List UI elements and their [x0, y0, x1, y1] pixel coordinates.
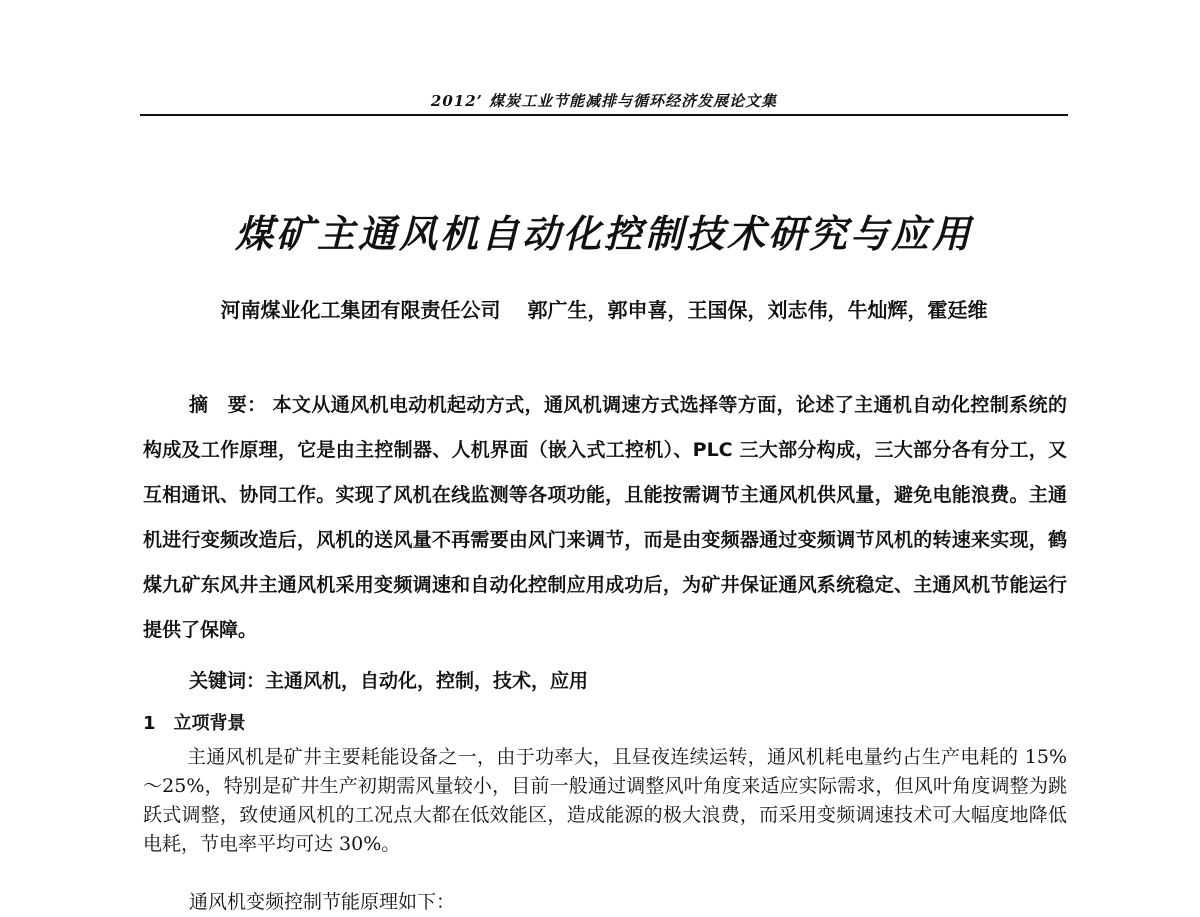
- section-heading: [143, 709, 246, 735]
- body-paragraph: 主通风机是矿井主要耗能设备之一，由于功率大，且昼夜连续运转，通风机耗电量约占生产电耗的 15%～25%，特别是矿井生产初期需风量较小，目前一般通过调整风叶角度来适应实际需求，但风叶角度调整为跳跃式调整，致使通风机的工况点大都在低效能区，造成能源的极大浪费，而采用变频调速技术可大幅度地降低电耗，节电率平均可达 30%。: [143, 746, 1067, 855]
- section-title: 立项背景: [173, 713, 246, 734]
- keywords-text: 主通风机，自动化，控制，技术，应用: [265, 670, 589, 692]
- abstract-label: 摘 要：: [189, 394, 267, 416]
- section-number: 1: [143, 713, 156, 734]
- abstract-text: 本文从通风机电动机起动方式，通风机调速方式选择等方面，论述了主通机自动化控制系统的构成及工作原理，它是由主控制器、人机界面（嵌入式工控机）、PLC 三大部分构成，三大部分各有分工，又互相通讯、协同工作。实现了风机在线监测等各项功能，且能按需调节主通风机供风量，避免电能浪费。主通机进行变频改造后，风机的送风量不再需要由风门来调节，而是由变频器通过变频调节风机的转速来实现，鹤煤九矿东风井主通风机采用变频调速和自动化控制应用成功后，为矿井保证通风系统稳定、主通风机节能运行提供了保障。: [143, 394, 1067, 641]
- running-header: 2012’ 煤炭工业节能减排与循环经济发展论文集: [430, 92, 778, 110]
- author-organization: 河南煤业化工集团有限责任公司: [220, 298, 501, 322]
- author-line: [140, 294, 1068, 323]
- abstract: [143, 383, 1067, 653]
- author-names: 郭广生，郭申喜，王国保，刘志伟，牛灿辉，霍廷维: [527, 298, 988, 322]
- paper-title: 煤矿主通风机自动化控制技术研究与应用: [234, 212, 973, 256]
- keywords-label: 关键词：: [189, 670, 266, 692]
- body-paragraph-2: 通风机变频控制节能原理如下：: [189, 891, 456, 913]
- header-rule: [140, 114, 1068, 116]
- keywords: [189, 666, 588, 693]
